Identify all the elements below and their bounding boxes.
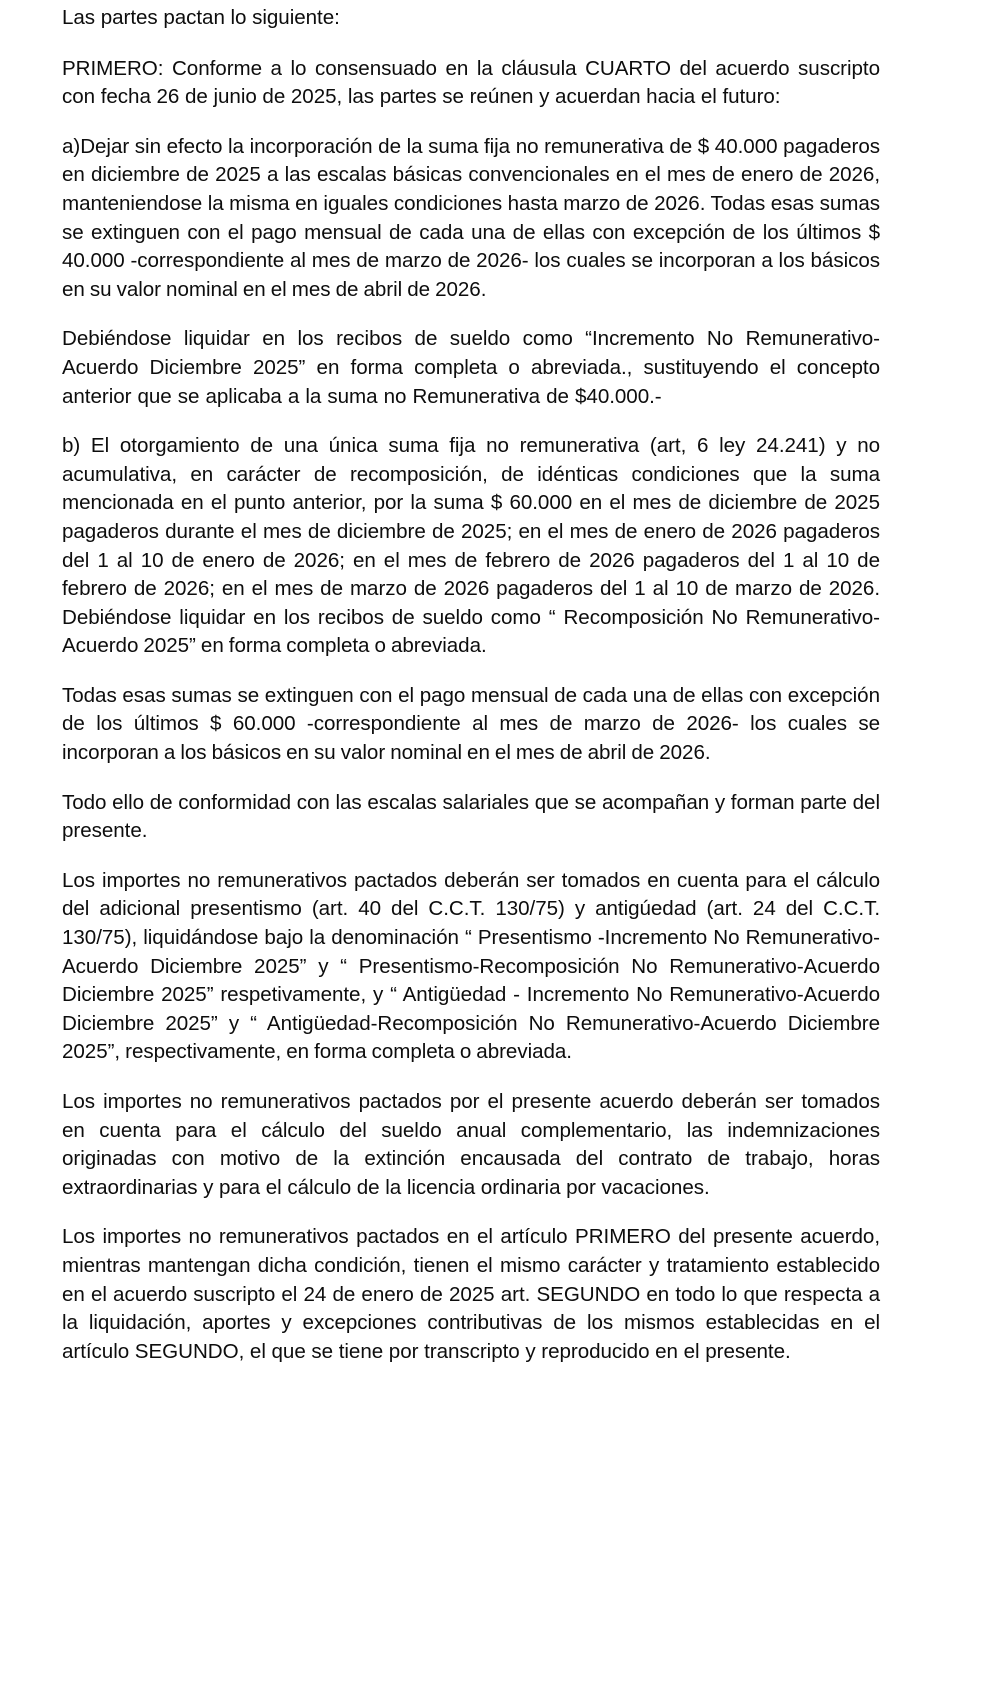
paragraph-intro: Las partes pactan lo siguiente: bbox=[62, 6, 340, 29]
paragraph-escalas-salariales: Todo ello de conformidad con las escalas salariales que se acompañan y forman parte del presente. bbox=[62, 790, 880, 843]
paragraph-liquidacion-incremento: Debiéndose liquidar en los recibos de sueldo como “Incremento No Remunerativo-Acuerdo Diciembre 2025” en forma completa o abreviada., sustituyendo el concepto anterior que se aplicaba a la suma no Remunerativa de $40.000.- bbox=[62, 327, 880, 408]
document-body bbox=[62, 4, 880, 1366]
paragraph-sac-indemnizaciones: Los importes no remunerativos pactados por el presente acuerdo deberán ser tomados en cuenta para el cálculo del sueldo anual complementario, las indemnizaciones originadas con motivo de la extinción encausada del contrato de trabajo, horas extraordinarias y para el cálculo de la licencia ordinaria por vacaciones. bbox=[62, 1090, 880, 1199]
paragraph-extincion-sumas: Todas esas sumas se extinguen con el pago mensual de cada una de ellas con excepción de los últimos $ 60.000 -correspondiente al mes de marzo de 2026- los cuales se incorporan a los básicos en su valor nominal en el mes de abril de 2026. bbox=[62, 683, 880, 765]
paragraph-inciso-a: a)Dejar sin efecto la incorporación de la suma fija no remunerativa de $ 40.000 pagaderos en diciembre de 2025 a las escalas básicas convencionales en el mes de enero de 2026, manteniendose la misma en iguales condiciones hasta marzo de 2026. Todas esas sumas se extinguen con el pago mensual de cada una de ellas con excepción de los últimos $ 40.000 -correspondiente al mes de marzo de 2026- los cuales se incorporan a los básicos en su valor nominal en el mes de abril de 2026. bbox=[62, 134, 880, 301]
paragraph-primero: PRIMERO: Conforme a lo consensuado en la cláusula CUARTO del acuerdo suscripto con fecha 26 de junio de 2025, las partes se reúnen y acuerdan hacia el futuro: bbox=[62, 56, 880, 109]
paragraph-presentismo-antiguedad: Los importes no remunerativos pactados deberán ser tomados en cuenta para el cálculo del adicional presentismo (art. 40 del C.C.T. 130/75) y antigúedad (art. 24 del C.C.T. 130/75), liquidándose bajo la denominación “ Presentismo -Incremento No Remunerativo-Acuerdo Diciembre 2025” y “ Presentismo-Recomposición No Remunerativo-Acuerdo Diciembre 2025” respetivamente, y “ Antigüedad - Incremento No Remunerativo-Acuerdo Diciembre 2025” y “ Antigüedad-Recomposición No Remunerativo-Acuerdo Diciembre 2025”, respectivamente, en forma completa o abreviada. bbox=[62, 868, 880, 1064]
paragraph-inciso-b: b) El otorgamiento de una única suma fija no remunerativa (art, 6 ley 24.241) y no acumulativa, en carácter de recomposición, de idénticas condiciones que la suma mencionada en el punto anterior, por la suma $ 60.000 en el mes de diciembre de 2025 pagaderos durante el mes de diciembre de 2025; en el mes de enero de 2026 pagaderos del 1 al 10 de enero de 2026; en el mes de febrero de 2026 pagaderos del 1 al 10 de febrero de 2026; en el mes de marzo de 2026 pagaderos del 1 al 10 de marzo de 2026. Debiéndose liquidar en los recibos de sueldo como “ Recomposición No Remunerativo-Acuerdo 2025” en forma completa o abreviada. bbox=[62, 434, 880, 658]
paragraph-caracter-tratamiento: Los importes no remunerativos pactados en el artículo PRIMERO del presente acuerdo, mientras mantengan dicha condición, tienen el mismo carácter y tratamiento establecido en el acuerdo suscripto el 24 de enero de 2025 art. SEGUNDO en todo lo que respecta a la liquidación, aportes y excepciones contributivas de los mismos establecidas en el artículo SEGUNDO, el que se tiene por transcripto y reproducido en el presente. bbox=[62, 1225, 880, 1363]
